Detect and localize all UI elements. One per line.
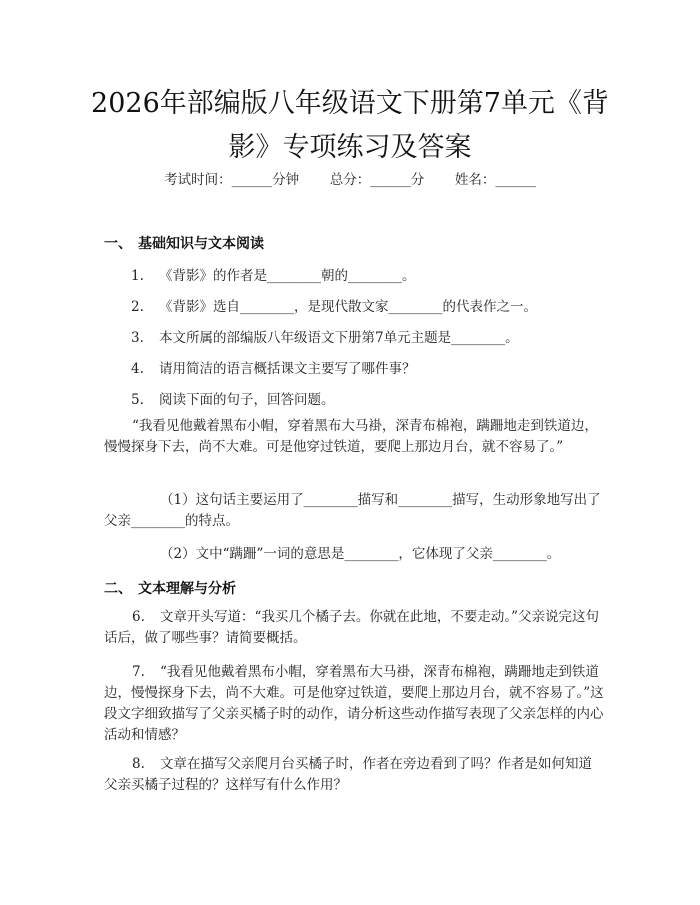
question-text: 文章开头写道：“我买几个橘子去。你就在此地，不要走动。”父亲说完这句话后，做了哪些事？请简要概括。: [104, 609, 600, 646]
section-heading-2: [104, 578, 236, 598]
section-title: 文本理解与分析: [138, 581, 236, 597]
question-8: [104, 754, 604, 796]
quoted-passage: “我看见他戴着黑布小帽，穿着黑布大马褂，深青布棉袍，蹒跚地走到铁道边，慢慢探身下去，尚不大难。可是他穿过铁道，要爬上那边月台，就不容易了。”: [104, 418, 598, 455]
section-title: 基础知识与文本阅读: [138, 236, 264, 252]
question-text: 本文所属的部编版八年级语文下册第7单元主题是________。: [159, 330, 519, 346]
question-6: [104, 607, 604, 649]
question-text: 文章在描写父亲爬月台买橘子时，作者在旁边看到了吗？作者是如何知道父亲买橘子过程的？这样写有什么作用？: [104, 756, 592, 793]
question-number: 3.: [131, 330, 144, 346]
section-heading-1: [104, 233, 264, 253]
section-number: 二、: [104, 581, 132, 597]
question-text: 《背影》的作者是________朝的________。: [159, 268, 416, 284]
question-3: [131, 326, 601, 346]
question-1: [131, 264, 601, 284]
question-number: 2.: [131, 299, 144, 315]
question-5: [131, 388, 601, 408]
sub-question-2: （2）文中“蹒跚”一词的意思是________，它体现了父亲________。: [160, 546, 561, 562]
question-number: 8.: [132, 756, 145, 772]
question-4: [131, 357, 601, 377]
question-text: 阅读下面的句子，回答问题。: [159, 392, 335, 408]
exam-time: 考试时间：______分钟: [164, 172, 300, 188]
question-text: 《背影》选自________，是现代散文家________的代表作之一。: [159, 299, 537, 315]
question-number: 4.: [131, 361, 144, 377]
question-2: [131, 295, 601, 315]
question-number: 1.: [131, 268, 144, 284]
question-text: 请用简洁的语言概括课文主要写了哪件事？: [159, 361, 416, 377]
exam-meta: [0, 168, 700, 188]
question-number: 5.: [131, 392, 144, 408]
question-7: [104, 662, 604, 746]
question-text: “我看见他戴着黑布小帽，穿着黑布大马褂，深青布棉袍，蹒跚地走到铁道边，慢慢探身下去，尚不大难。可是他穿过铁道，要爬上那边月台，就不容易了。”这段文字细致描写了父亲买橘子时的动作，请分析这些动作描写表现了父亲怎样的内心活动和情感？: [104, 664, 604, 743]
document-title: 2026年部编版八年级语文下册第7单元《背影》专项练习及答案: [91, 88, 609, 163]
question-number: 6.: [132, 609, 145, 625]
sub-question-1: （1）这句话主要运用了________描写和________描写，生动形象地写出了父亲________的特点。: [104, 492, 601, 529]
exam-score: 总分：______分: [329, 172, 425, 188]
section-number: 一、: [104, 236, 132, 252]
question-number: 7.: [132, 664, 145, 680]
exam-name: 姓名：______: [454, 172, 536, 188]
